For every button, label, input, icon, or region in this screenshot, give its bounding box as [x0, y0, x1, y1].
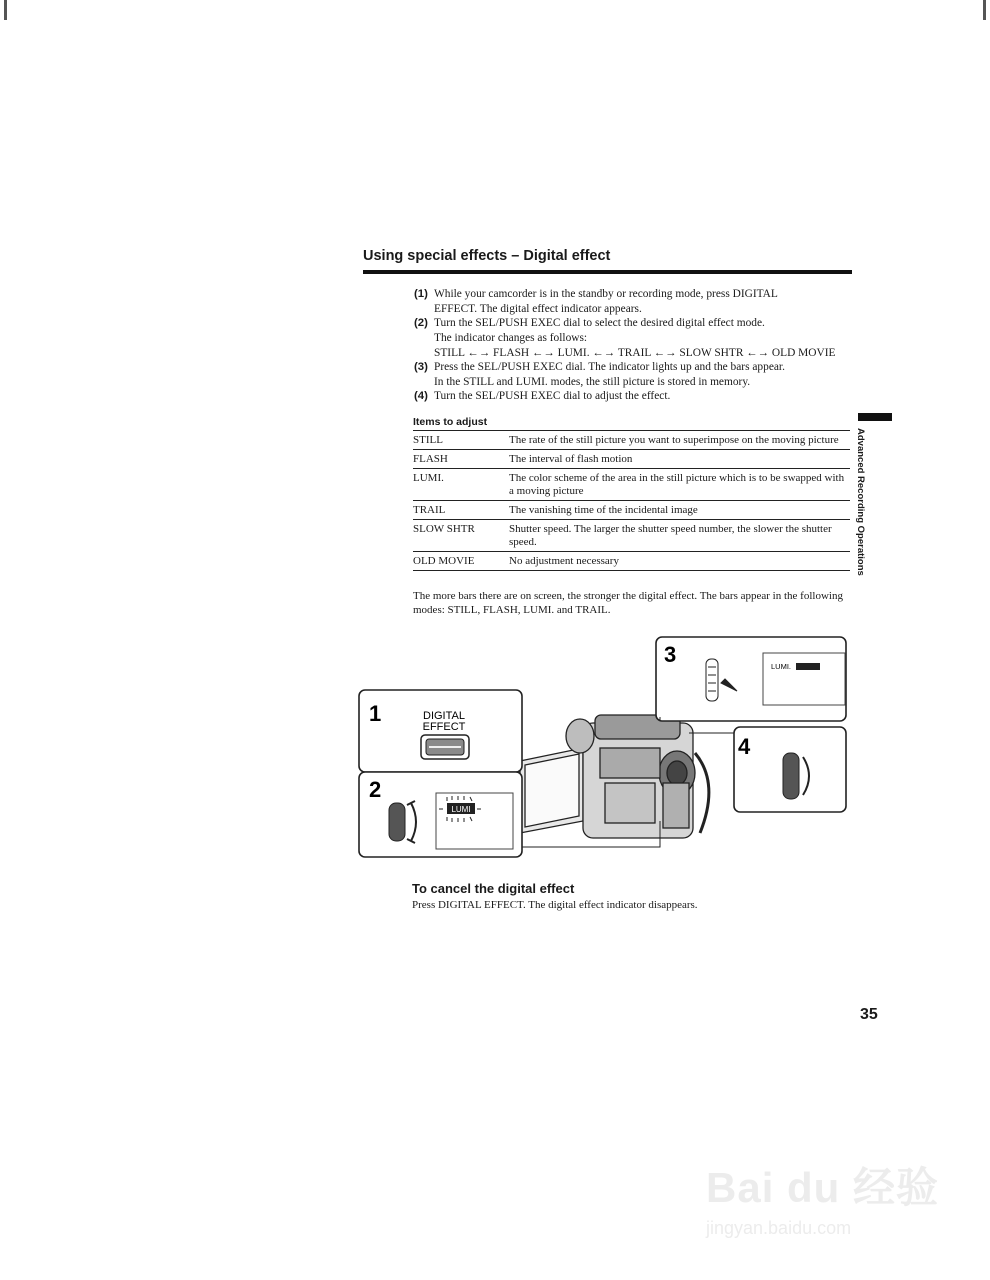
watermark-url: jingyan.baidu.com: [706, 1218, 852, 1238]
table-row: STILL The rate of the still picture you want to superimpose on the moving picture: [413, 431, 850, 450]
section-tab-bar: [858, 413, 892, 421]
table-row: OLD MOVIE No adjustment necessary: [413, 552, 850, 571]
table-row: LUMI. The color scheme of the area in the still picture which is to be swapped with a moving picture: [413, 469, 850, 501]
panel-2-indicator: LUMI: [451, 805, 471, 814]
step-4: (4) Turn the SEL/PUSH EXEC dial to adjust the effect.: [414, 390, 671, 402]
panel-3-screen: [763, 653, 845, 705]
step-3: (3) Press the SEL/PUSH EXEC dial. The indicator lights up and the bars appear. In the STILL and LUMI. modes, the still picture is stored in memory.: [414, 361, 785, 388]
table-row: TRAIL The vanishing time of the incidental image: [413, 501, 850, 520]
digital-effect-button-icon: [421, 735, 469, 759]
section-title: Using special effects – Digital effect: [363, 248, 611, 264]
panel-2-screen: [436, 793, 513, 849]
cancel-body: Press DIGITAL EFFECT. The digital effect indicator disappears.: [412, 899, 698, 911]
camcorder-figure: [355, 633, 851, 861]
scan-mark: [4, 0, 7, 20]
panel-3-indicator: LUMI.: [771, 662, 792, 671]
table-row: FLASH The interval of flash motion: [413, 450, 850, 469]
watermark-logo-text: Bai du 经验: [706, 1164, 940, 1211]
page-number: 35: [860, 1006, 878, 1023]
step-1: (1) While your camcorder is in the standby or recording mode, press DIGITAL EFFECT. The digital effect indicator appears.: [414, 288, 778, 315]
digital-effect-label: DIGITAL: [423, 710, 465, 722]
items-table: [413, 430, 850, 571]
scan-mark: [983, 0, 986, 20]
digital-effect-label-2: EFFECT: [422, 721, 466, 733]
step-2: (2) Turn the SEL/PUSH EXEC dial to select the desired digital effect mode. The indicator changes as follows: STILL ←→ FLASH ←→ LUMI. ←→ TRAIL ←→ SLOW SHTR ←→ OLD MOVIE: [414, 317, 836, 359]
title-rule: [363, 270, 852, 274]
table-row: SLOW SHTR Shutter speed. The larger the shutter speed number, the slower the shutter speed.: [413, 520, 850, 552]
baidu-watermark: [696, 1130, 956, 1270]
panel-2-number: 2: [369, 777, 382, 802]
effect-bars-icon: [796, 663, 820, 670]
cancel-heading: To cancel the digital effect: [412, 881, 575, 896]
camcorder-illustration: [520, 715, 709, 838]
items-heading: Items to adjust: [413, 416, 488, 428]
panel-4-number: 4: [738, 734, 751, 759]
panel-1-number: 1: [369, 701, 382, 726]
side-section-label: Advanced Recording Operations: [855, 428, 866, 576]
bars-note: The more bars there are on screen, the stronger the digital effect. The bars appear in the following modes: STILL, FLASH, LUMI. and TRAIL.: [413, 590, 843, 616]
panel-3-number: 3: [664, 642, 677, 667]
